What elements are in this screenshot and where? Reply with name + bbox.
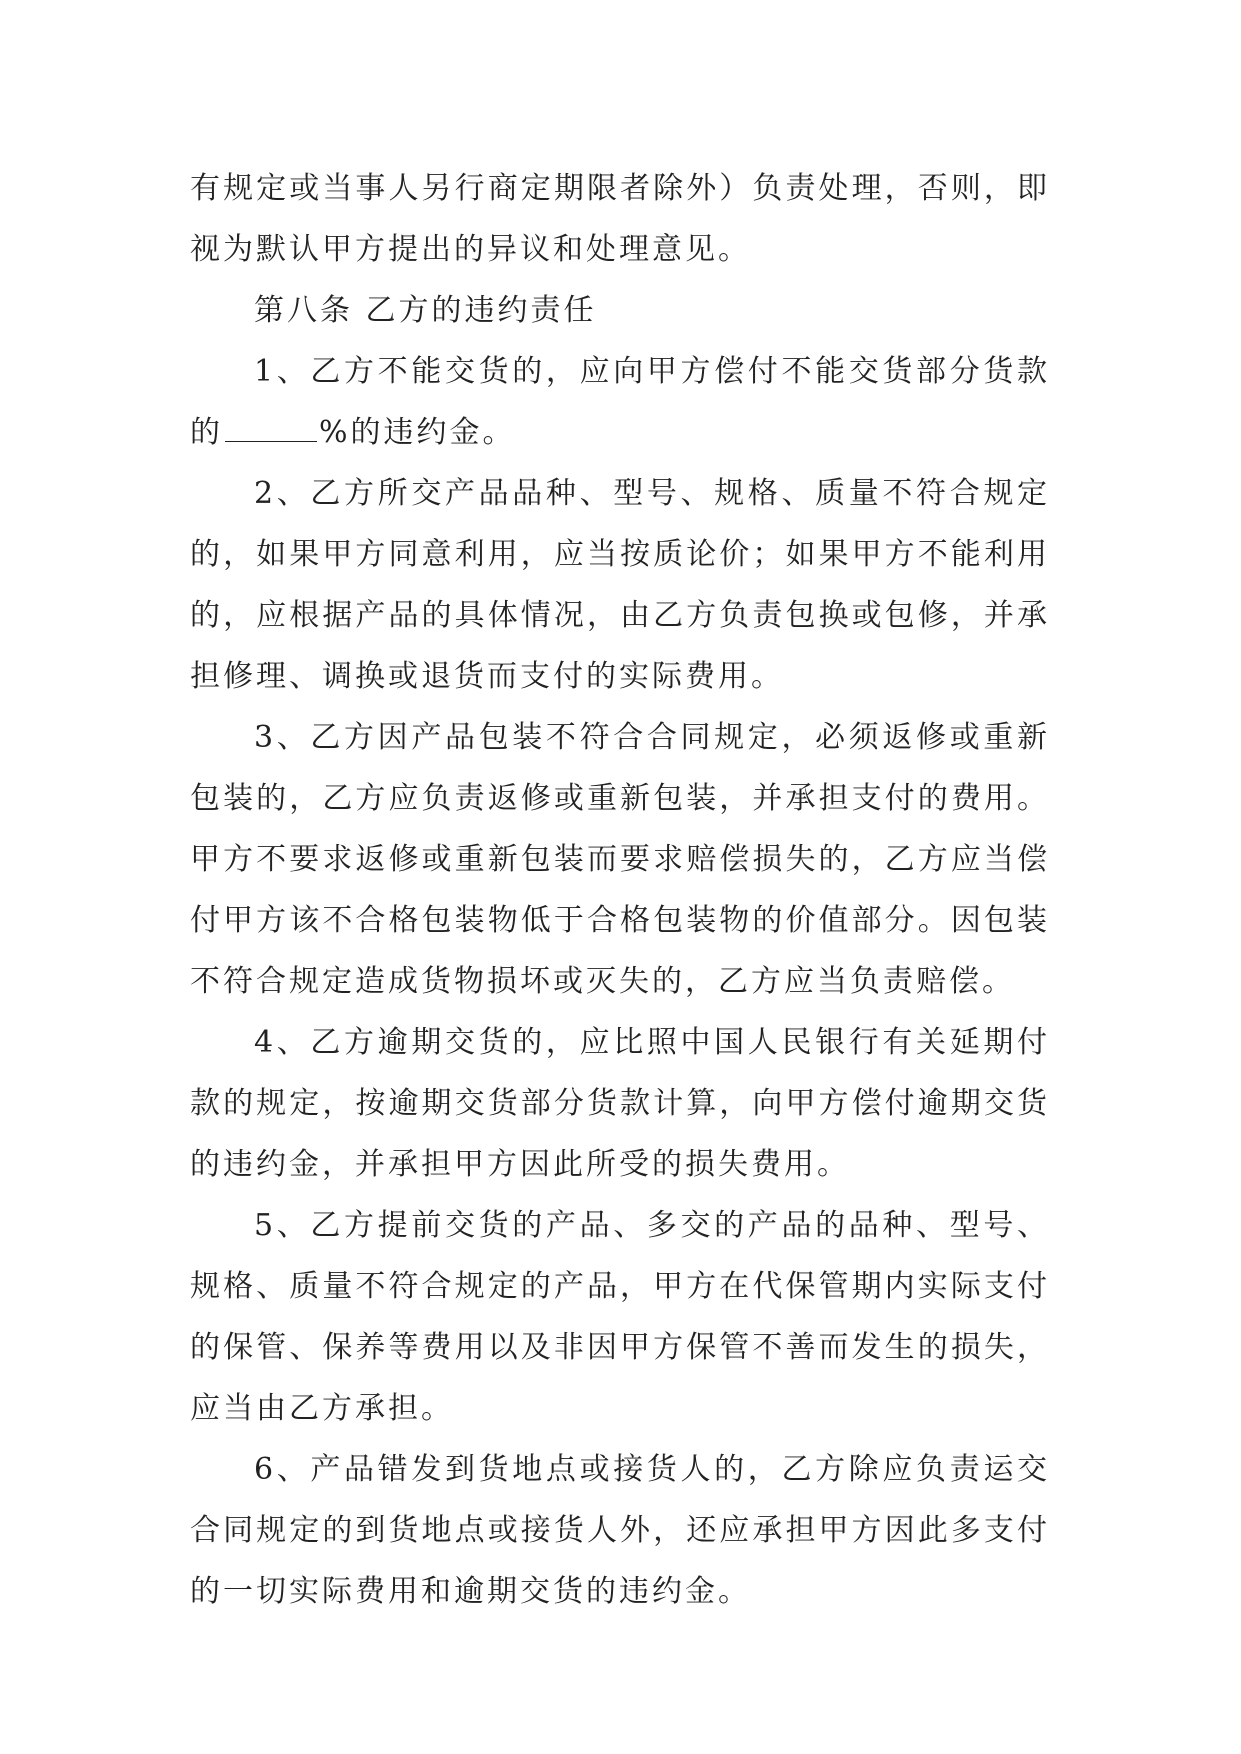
clause-3: 3、乙方因产品包装不符合合同规定，必须返修或重新包装的，乙方应负责返修或重新包装，并承担支付的费用。甲方不要求返修或重新包装而要求赔偿损失的，乙方应当偿付甲方该不合格包装物低于合格包装物的价值部分。因包装不符合规定造成货物损坏或灭失的，乙方应当负责赔偿。 <box>190 720 1050 999</box>
fill-in-blank <box>225 413 317 442</box>
document-body <box>190 158 1050 1622</box>
clause-1-suffix: %的违约金。 <box>319 415 516 450</box>
clause-2: 2、乙方所交产品品种、型号、规格、质量不符合规定的，如果甲方同意利用，应当按质论价；如果甲方不能利用的，应根据产品的具体情况，由乙方负责包换或包修，并承担修理、调换或退货而支付的实际费用。 <box>190 476 1050 694</box>
article-heading: 第八条 乙方的违约责任 <box>254 293 597 328</box>
clause-5: 5、乙方提前交货的产品、多交的产品的品种、型号、规格、质量不符合规定的产品，甲方在代保管期内实际支付的保管、保养等费用以及非因甲方保管不善而发生的损失，应当由乙方承担。 <box>190 1208 1050 1426</box>
clause-1 <box>190 341 1050 463</box>
clause-1-text: 1、乙方不能交货的，应向甲方偿付不能交货部分货款的 <box>190 354 1050 450</box>
intro-paragraph: 有规定或当事人另行商定期限者除外）负责处理，否则，即视为默认甲方提出的异议和处理意见。 <box>190 171 1050 267</box>
clause-6: 6、产品错发到货地点或接货人的，乙方除应负责运交合同规定的到货地点或接货人外，还应承担甲方因此多支付的一切实际费用和逾期交货的违约金。 <box>190 1452 1050 1609</box>
clause-4: 4、乙方逾期交货的，应比照中国人民银行有关延期付款的规定，按逾期交货部分货款计算，向甲方偿付逾期交货的违约金，并承担甲方因此所受的损失费用。 <box>190 1025 1050 1182</box>
